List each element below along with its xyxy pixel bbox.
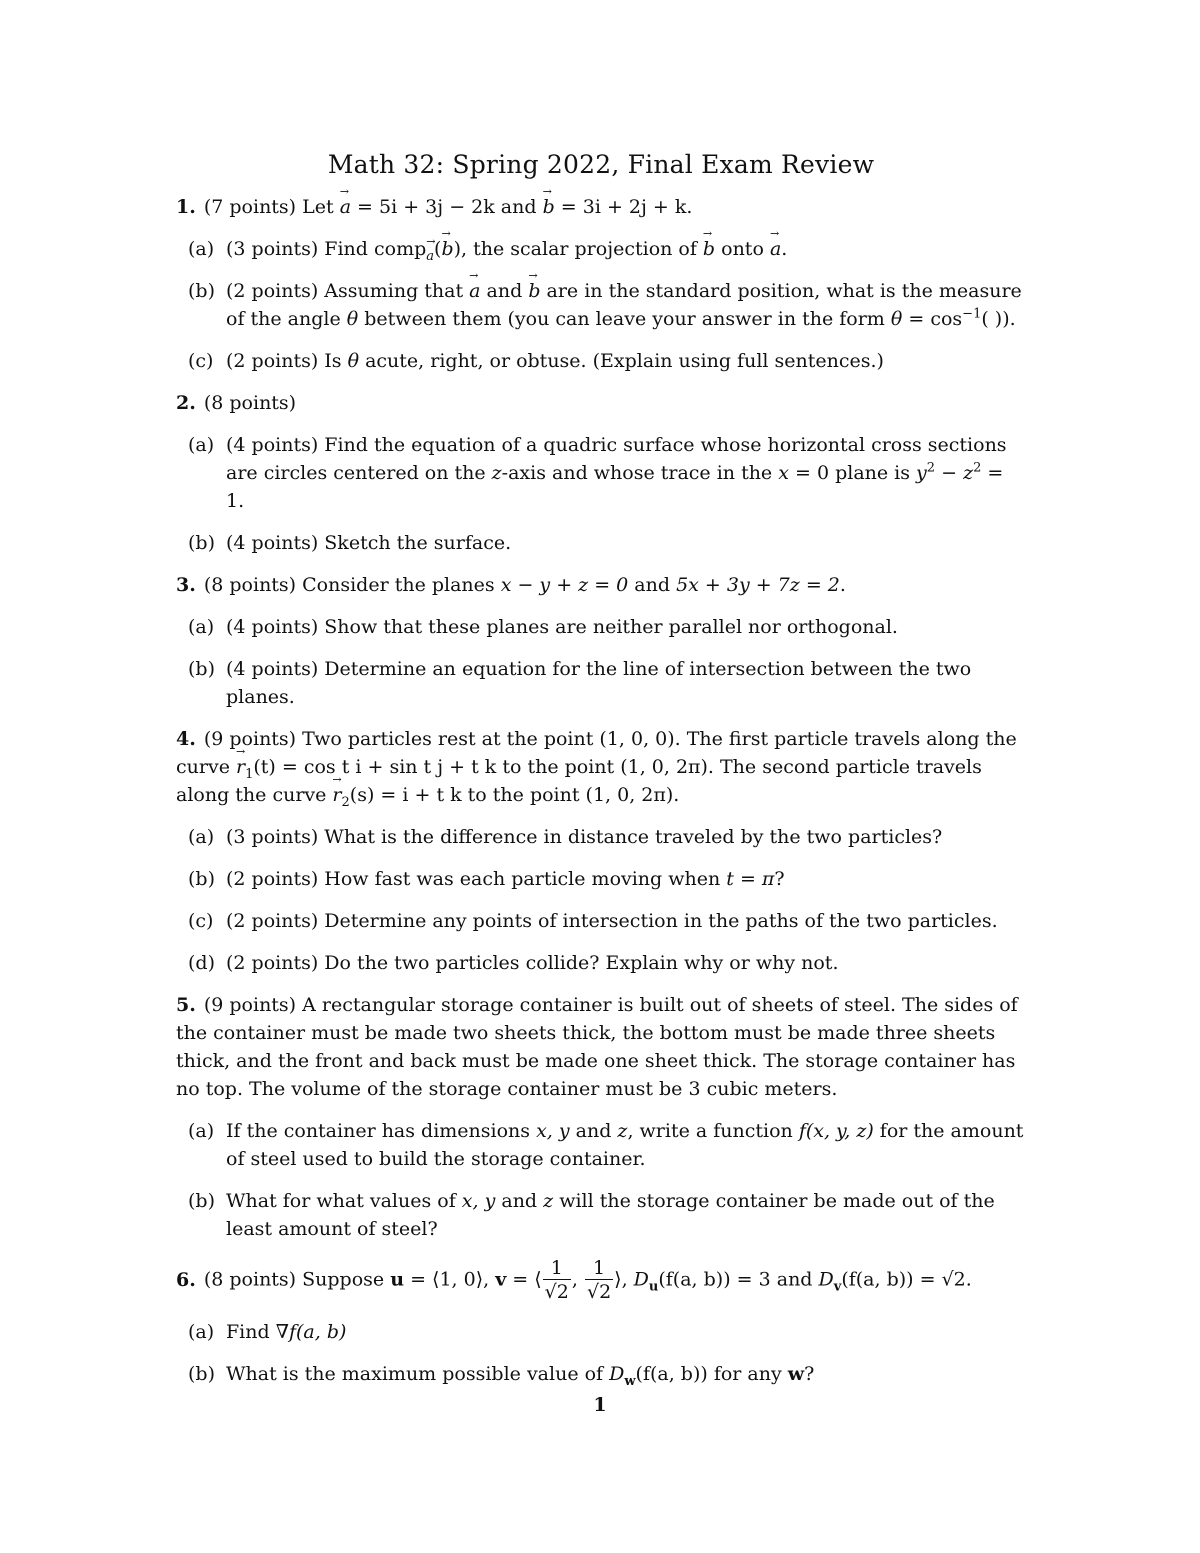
- plane-equation: 5x + 3y + 7z = 2: [676, 574, 840, 596]
- vector-b-expression: = 3i + 2j + k.: [554, 196, 693, 218]
- part-text: acute, right, or obtuse. (Explain using full sentences.): [359, 350, 884, 372]
- theta-symbol: θ: [890, 308, 903, 330]
- part-label: (a): [188, 826, 215, 848]
- part-text: (3 points) What is the difference in distance traveled by the two particles?: [226, 826, 943, 848]
- part-text: = 0 plane is: [788, 462, 917, 484]
- problem-text: (f(a, b)) = √2.: [841, 1268, 972, 1291]
- problem-number: 2.: [176, 392, 196, 414]
- problem-text: (9 points) Two particles rest at the point (1, 0, 0). The first particle travels along the curve: [176, 728, 1017, 778]
- part-text: are in the standard position, what is the measure of the angle: [226, 280, 1022, 330]
- part-text: What for what values of: [226, 1190, 462, 1212]
- part-text: will the storage container be made out of the least amount of steel?: [226, 1190, 995, 1240]
- part-label: (c): [188, 910, 214, 932]
- problem-1b: (b) (2 points) Assuming that → a and → b are in the standard position, what is the measure of the angle θ between them (you can leave your answer in the form $\theta = \cos^{-1}$( )).: [176, 277, 1026, 333]
- problem-1a: (a) (3 points) Find comp$_a$(→ b), the scalar projection of → b onto → a.: [176, 235, 1026, 263]
- part-text: and: [480, 280, 529, 302]
- page-number: 1: [593, 1394, 607, 1416]
- problem-4: [176, 725, 1026, 809]
- part-text: (4 points) Sketch the surface.: [226, 532, 512, 554]
- problem-5b: [176, 1187, 1026, 1243]
- problem-number: 5.: [176, 994, 196, 1016]
- exam-page: [176, 150, 1026, 1402]
- part-text: (: [434, 238, 442, 260]
- problem-2: [176, 389, 1026, 417]
- problem-4d: [176, 949, 1026, 977]
- part-text: between them (you can leave your answer in the form: [358, 308, 891, 330]
- part-text: for the amount of steel used to build the storage container.: [226, 1120, 1024, 1170]
- problem-text: (f(a, b)) = 3 and: [658, 1268, 819, 1291]
- part-label: (b): [188, 1190, 215, 1212]
- part-text: ( )).: [981, 308, 1016, 330]
- denominator: √2: [586, 1281, 612, 1303]
- theta-symbol: θ: [347, 350, 360, 372]
- part-label: (a): [188, 434, 215, 456]
- part-label: (a): [188, 1321, 215, 1343]
- problem-text: (8 points): [203, 392, 297, 414]
- part-text: (4 points) Show that these planes are neither parallel nor orthogonal.: [226, 616, 898, 638]
- part-label: (a): [188, 616, 215, 638]
- problem-6a: [176, 1318, 1026, 1346]
- part-text: (2 points) Determine any points of intersection in the paths of the two particles.: [226, 910, 998, 932]
- part-text: ?: [774, 868, 785, 890]
- problem-2b: [176, 529, 1026, 557]
- part-label: (b): [188, 658, 215, 680]
- part-label: (a): [188, 238, 215, 260]
- problem-text: (9 points) A rectangular storage container is built out of sheets of steel. The sides of the container must be made two sheets thick, the bottom must be made three sheets thick, and the front and back must be made one sheet thick. The storage container has no top. The volume of the storage container must be 3 cubic meters.: [176, 994, 1018, 1100]
- problem-text: (8 points) Suppose: [203, 1268, 391, 1291]
- part-label: (b): [188, 532, 215, 554]
- part-text: (4 points) Determine an equation for the line of intersection between the two planes.: [226, 658, 972, 708]
- fraction: [543, 1257, 571, 1304]
- problem-text: (s) = i + t k to the point (1, 0, 2π).: [349, 784, 680, 806]
- part-label: (d): [188, 952, 215, 974]
- curve-r2: → r: [332, 781, 341, 809]
- problem-number: 6.: [176, 1268, 196, 1291]
- problem-1: [176, 193, 1026, 221]
- part-text: (2 points) Assuming that: [226, 280, 470, 302]
- vector-v: v: [495, 1268, 507, 1291]
- directional-derivative: D: [609, 1363, 625, 1385]
- part-text: (3 points) Find comp: [226, 238, 427, 260]
- problem-6b: [176, 1360, 1026, 1388]
- problem-text: (8 points) Consider the planes: [203, 574, 501, 596]
- exponent: 2: [973, 460, 982, 476]
- vector-a-expression: = 5i + 3j − 2k: [351, 196, 495, 218]
- math-var: z: [963, 462, 974, 484]
- problem-3: [176, 571, 1026, 599]
- problem-5a: [176, 1117, 1026, 1173]
- subscript: v: [833, 1279, 842, 1295]
- problem-number: 4.: [176, 728, 196, 750]
- math-var: z: [617, 1120, 628, 1142]
- inverse-superscript: −1: [962, 306, 982, 322]
- problem-text: ,: [571, 1268, 584, 1291]
- problem-text: (7 points) Let: [203, 196, 340, 218]
- fraction: [585, 1257, 613, 1304]
- problem-2a: [176, 431, 1026, 515]
- part-text: ?: [804, 1363, 815, 1385]
- math-var: y: [916, 462, 927, 484]
- directional-derivative: D: [633, 1268, 649, 1291]
- exponent: 2: [926, 460, 936, 476]
- math-expression: ∇f(a, b): [275, 1321, 347, 1343]
- part-text: (2 points) Is: [226, 350, 348, 372]
- part-text: onto: [715, 238, 770, 260]
- part-text: and: [569, 1120, 618, 1142]
- part-text: ), the scalar projection of: [453, 238, 703, 260]
- problem-1c: [176, 347, 1026, 375]
- part-text: and: [495, 1190, 544, 1212]
- subscript: u: [648, 1279, 659, 1295]
- part-label: (b): [188, 280, 215, 302]
- directional-derivative: D: [818, 1268, 834, 1291]
- math-var: z: [491, 462, 502, 484]
- problem-4c: [176, 907, 1026, 935]
- problem-text: = ⟨: [506, 1268, 542, 1291]
- problem-number: 1.: [176, 196, 196, 218]
- part-text: .: [781, 238, 788, 260]
- part-text: Find: [226, 1321, 276, 1343]
- part-label: (a): [188, 1120, 215, 1142]
- part-text: = cos: [902, 308, 963, 330]
- part-label: (b): [188, 868, 215, 890]
- part-text: −: [935, 462, 964, 484]
- subscript: w: [624, 1373, 636, 1389]
- subscript: 1: [245, 766, 254, 782]
- vector-w: w: [787, 1363, 805, 1385]
- problem-text: ⟩,: [614, 1268, 634, 1291]
- part-text: (2 points) Do the two particles collide? Explain why or why not.: [226, 952, 839, 974]
- part-text: What is the maximum possible value of: [226, 1363, 610, 1385]
- part-text: If the container has dimensions: [226, 1120, 537, 1142]
- problem-3b: [176, 655, 1026, 711]
- problem-3a: [176, 613, 1026, 641]
- vector-a: → a: [340, 193, 351, 221]
- curve-r1: → r: [236, 753, 245, 781]
- part-label: (b): [188, 1363, 215, 1385]
- problem-text: .: [839, 574, 846, 596]
- problem-text: = ⟨1, 0⟩,: [404, 1268, 496, 1291]
- part-text: (4 points) Find the equation of a quadric surface whose horizontal cross sections are circles centered on the: [226, 434, 1007, 484]
- part-label: (c): [188, 350, 214, 372]
- math-var: x, y: [536, 1120, 570, 1142]
- numerator: 1: [593, 1257, 606, 1279]
- problem-4b: [176, 865, 1026, 893]
- math-var: z: [543, 1190, 554, 1212]
- subscript: 2: [341, 794, 350, 810]
- plane-equation: x − y + z = 0: [500, 574, 629, 596]
- numerator: 1: [550, 1257, 563, 1279]
- part-text: (f(a, b)) for any: [635, 1363, 788, 1385]
- problem-5: [176, 991, 1026, 1103]
- math-var: x: [778, 462, 789, 484]
- conjunction: and: [628, 574, 677, 596]
- math-expression: f(x, y, z): [798, 1120, 874, 1142]
- problem-4a: [176, 823, 1026, 851]
- problem-text: (t) = cos t i + sin t j + t k to the point (1, 0, 2π). The second particle travels along the curve: [176, 756, 982, 806]
- part-text: -axis and whose trace in the: [501, 462, 779, 484]
- vector-b: → b: [543, 193, 555, 221]
- page-title: Math 32: Spring 2022, Final Exam Review: [327, 150, 875, 179]
- part-text: (2 points) How fast was each particle moving when: [226, 868, 727, 890]
- vector-u: u: [390, 1268, 405, 1291]
- denominator: √2: [544, 1281, 569, 1303]
- theta-symbol: θ: [346, 308, 359, 330]
- math-var: x, y: [461, 1190, 496, 1212]
- problem-6: [176, 1257, 1026, 1304]
- problem-number: 3.: [176, 574, 196, 596]
- math-expression: t = π: [726, 868, 775, 890]
- part-text: = 1.: [226, 462, 1004, 512]
- part-text: , write a function: [627, 1120, 799, 1142]
- conjunction: and: [494, 196, 543, 218]
